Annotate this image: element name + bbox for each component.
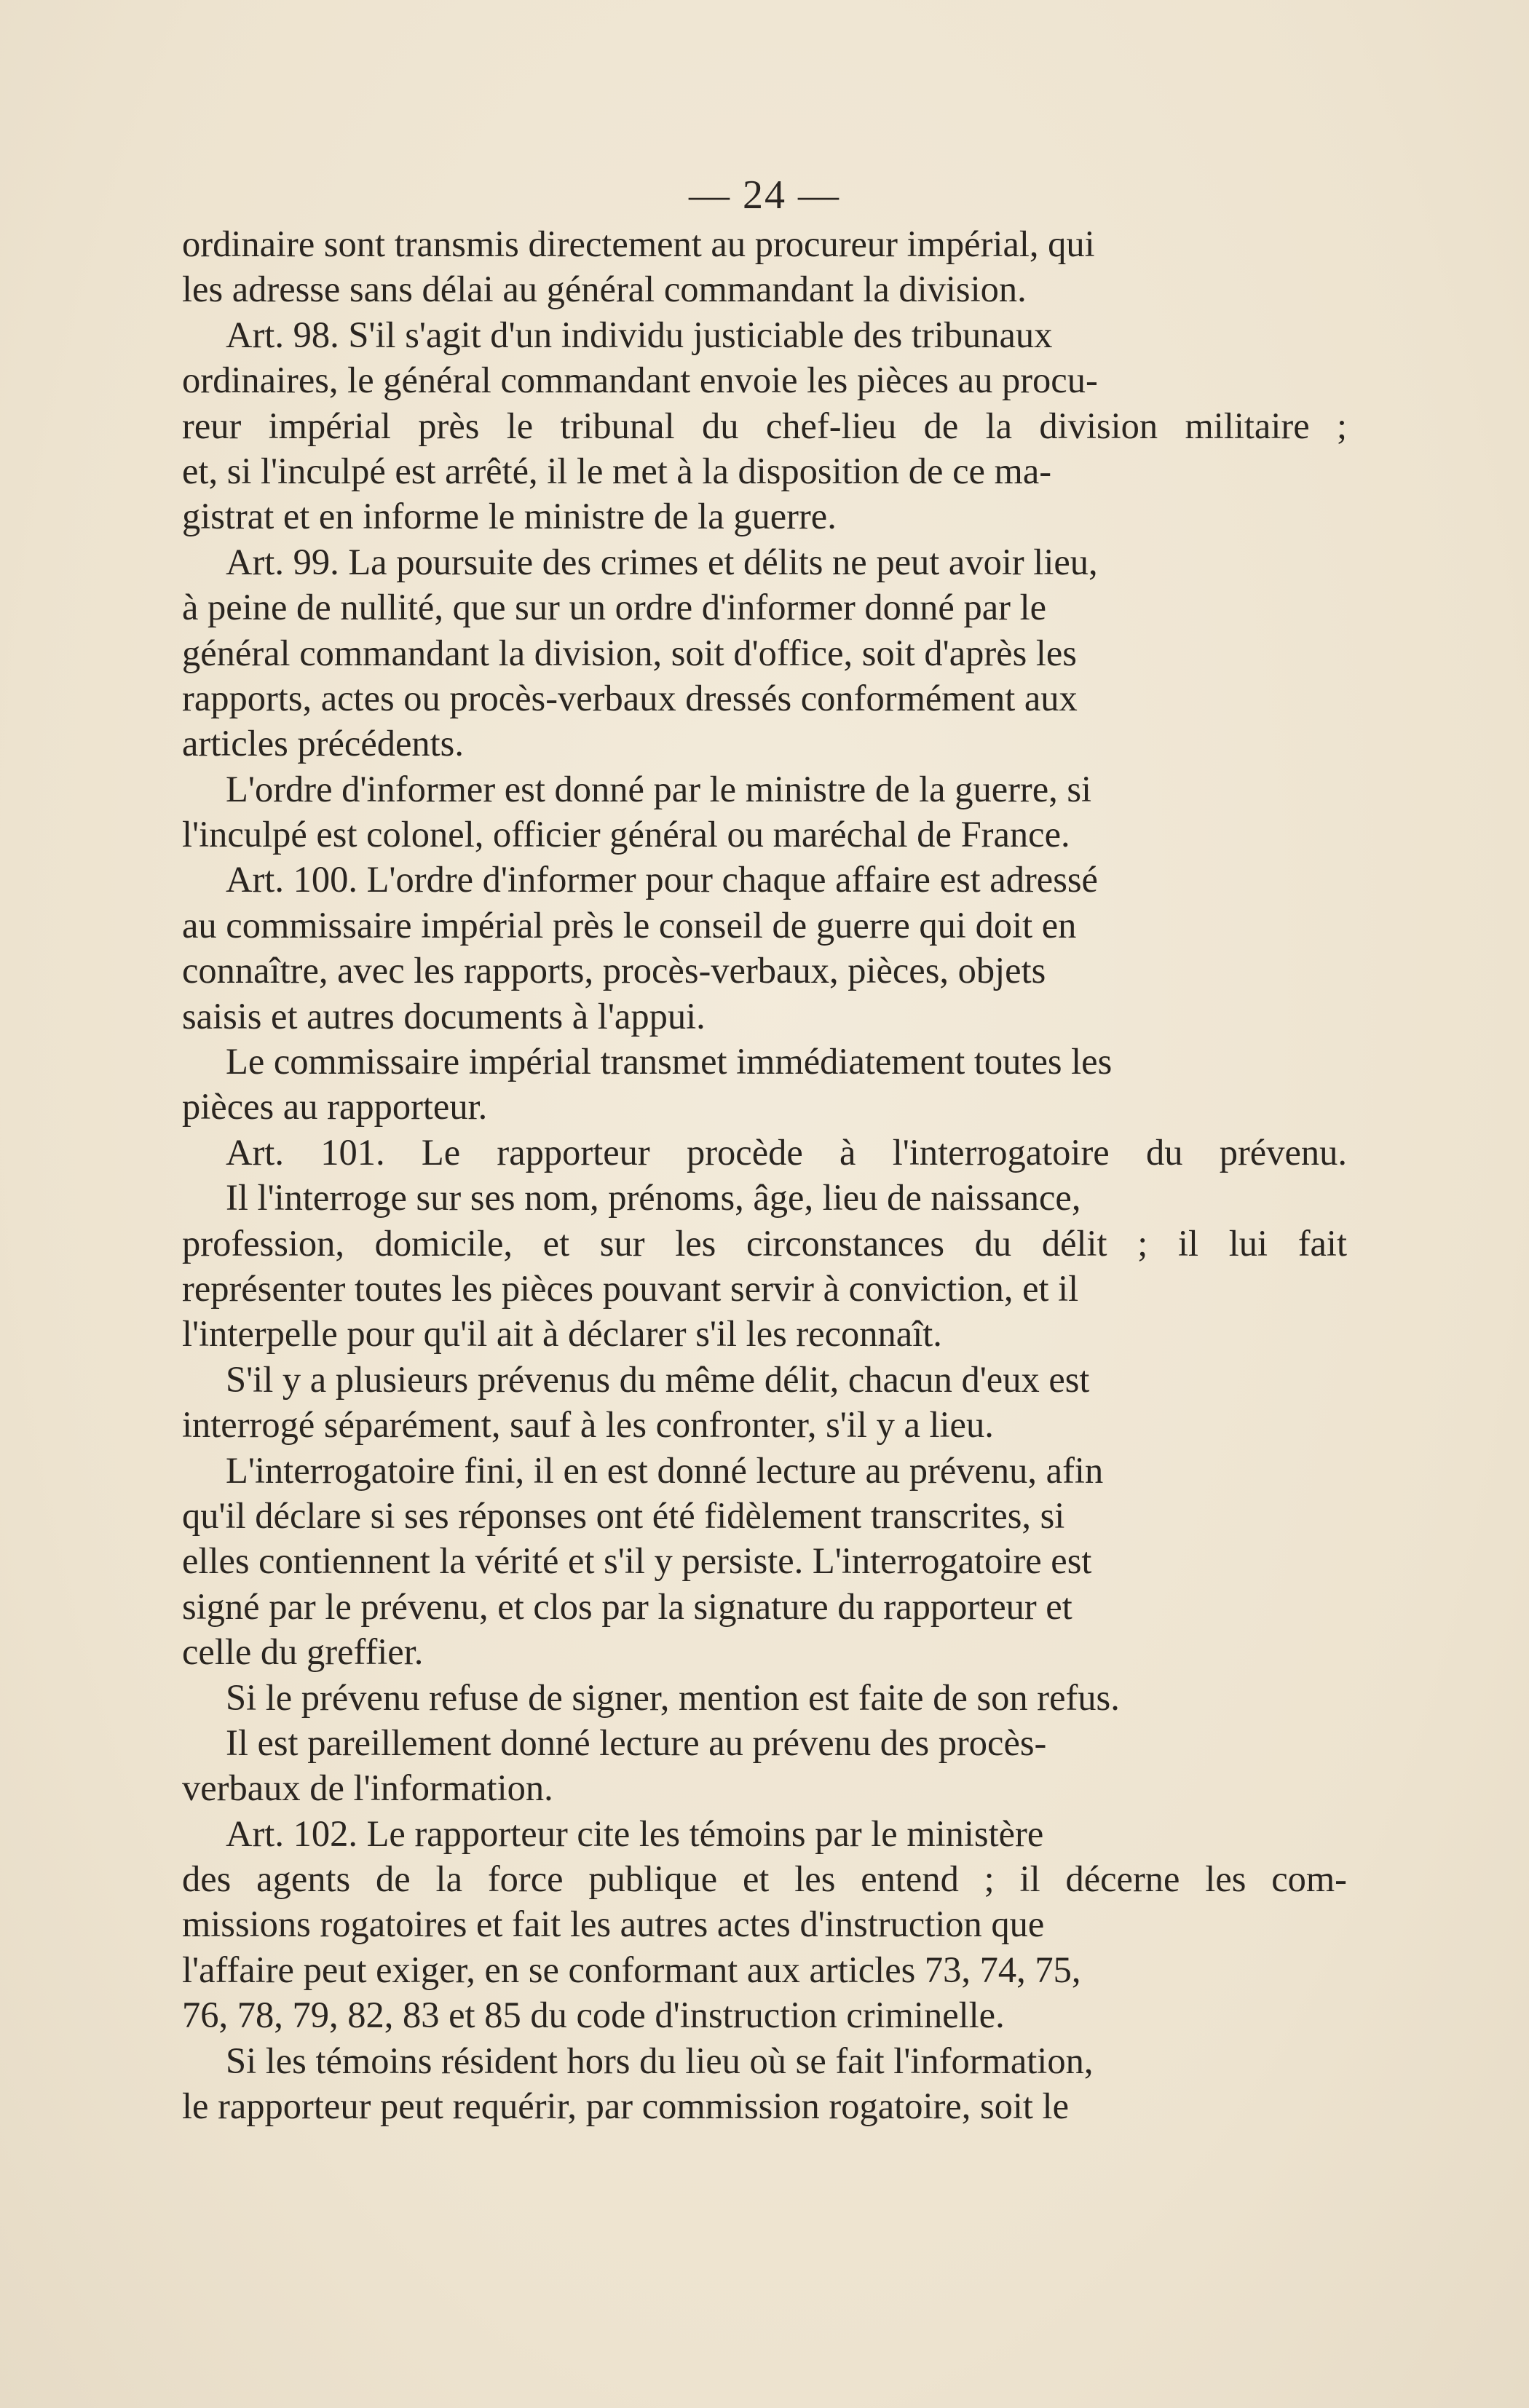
- text-line: interrogé séparément, sauf à les confronter, s'il y a lieu.: [182, 1404, 994, 1446]
- text-line: Si le prévenu refuse de signer, mention est faite de son refus.: [226, 1676, 1120, 1718]
- text-line: gistrat et en informe le ministre de la guerre.: [182, 496, 837, 537]
- text-line: Le commissaire impérial transmet immédiatement toutes les: [226, 1041, 1113, 1082]
- text-line: missions rogatoires et fait les autres actes d'instruction que: [182, 1904, 1045, 1945]
- text-line: Art. 102. Le rapporteur cite les témoins par le ministère: [226, 1813, 1044, 1854]
- text-line: ordinaires, le général commandant envoie les pièces au procu-: [182, 360, 1098, 401]
- text-line: celle du greffier.: [182, 1631, 424, 1673]
- page-number: — 24 —: [689, 173, 840, 218]
- text-line: des agents de la force publique et les entend ; il décerne les com-: [182, 1858, 1347, 1900]
- text-line: Si les témoins résident hors du lieu où se fait l'information,: [226, 2040, 1094, 2081]
- text-line: L'ordre d'informer est donné par le ministre de la guerre, si: [226, 768, 1092, 809]
- text-line: Art. 98. S'il s'agit d'un individu justiciable des tribunaux: [226, 314, 1053, 355]
- text-line: les adresse sans délai au général commandant la division.: [182, 269, 1027, 310]
- text-line: articles précédents.: [182, 723, 464, 764]
- text-line: connaître, avec les rapports, procès-verbaux, pièces, objets: [182, 950, 1046, 991]
- text-line: ordinaire sont transmis directement au procureur impérial, qui: [182, 223, 1095, 264]
- text-line: Art. 99. La poursuite des crimes et délits ne peut avoir lieu,: [226, 541, 1098, 582]
- text-line: 76, 78, 79, 82, 83 et 85 du code d'instruction criminelle.: [182, 1995, 1005, 2036]
- text-line: Art. 100. L'ordre d'informer pour chaque affaire est adressé: [226, 859, 1098, 900]
- text-line: profession, domicile, et sur les circonstances du délit ; il lui fait: [182, 1222, 1347, 1264]
- body-text: [182, 221, 1347, 2128]
- text-line: représenter toutes les pièces pouvant servir à conviction, et il: [182, 1267, 1079, 1309]
- text-line: l'interpelle pour qu'il ait à déclarer s'il les reconnaît.: [182, 1313, 942, 1355]
- text-line: Art. 101. Le rapporteur procède à l'interrogatoire du prévenu.: [226, 1131, 1347, 1173]
- text-line: saisis et autres documents à l'appui.: [182, 995, 706, 1037]
- text-line: S'il y a plusieurs prévenus du même délit, chacun d'eux est: [226, 1358, 1090, 1400]
- text-line: verbaux de l'information.: [182, 1767, 553, 1809]
- text-line: au commissaire impérial près le conseil de guerre qui doit en: [182, 904, 1077, 946]
- text-line: reur impérial près le tribunal du chef-lieu de la division militaire ;: [182, 405, 1347, 446]
- text-line: signé par le prévenu, et clos par la signature du rapporteur et: [182, 1585, 1072, 1627]
- text-line: Il est pareillement donné lecture au prévenu des procès-: [226, 1722, 1047, 1763]
- text-line: qu'il déclare si ses réponses ont été fidèlement transcrites, si: [182, 1494, 1065, 1536]
- text-line: l'inculpé est colonel, officier général ou maréchal de France.: [182, 814, 1070, 855]
- text-line: pièces au rapporteur.: [182, 1086, 488, 1128]
- text-line: rapports, actes ou procès-verbaux dressés conformément aux: [182, 677, 1078, 718]
- text-line: Il l'interroge sur ses nom, prénoms, âge, lieu de naissance,: [226, 1177, 1081, 1219]
- text-line: L'interrogatoire fini, il en est donné lecture au prévenu, afin: [226, 1449, 1104, 1491]
- text-line: à peine de nullité, que sur un ordre d'informer donné par le: [182, 587, 1047, 628]
- text-line: et, si l'inculpé est arrêté, il le met à la disposition de ce ma-: [182, 450, 1052, 491]
- text-line: le rapporteur peut requérir, par commission rogatoire, soit le: [182, 2086, 1069, 2127]
- text-line: elles contiennent la vérité et s'il y persiste. L'interrogatoire est: [182, 1540, 1092, 1582]
- text-line: général commandant la division, soit d'office, soit d'après les: [182, 632, 1077, 673]
- text-line: l'affaire peut exiger, en se conformant aux articles 73, 74, 75,: [182, 1949, 1081, 1990]
